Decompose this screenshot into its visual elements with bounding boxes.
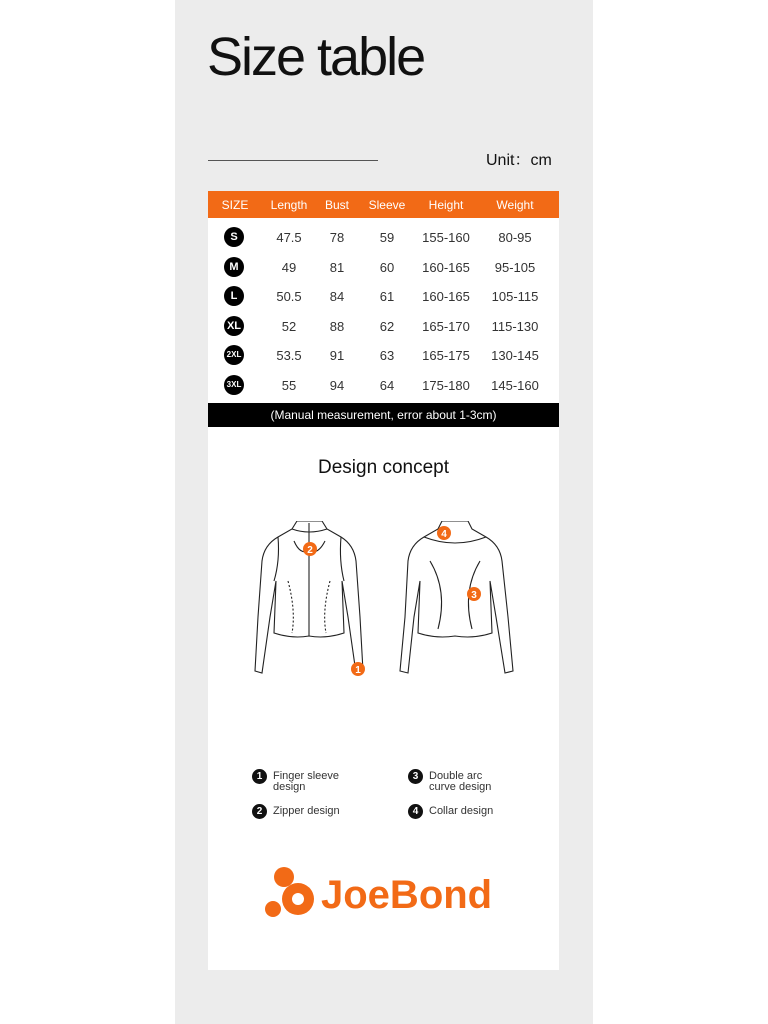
cell-bust: 94 [329,377,345,393]
jacket-illustration [208,521,559,701]
table-header [208,191,559,218]
svg-text:3: 3 [471,590,477,601]
cell-height: 165-170 [422,318,470,334]
callout-markers [303,526,481,676]
feature-number-icon: 2 [252,804,267,819]
cell-height: 160-165 [422,289,470,304]
size-card [208,191,559,970]
table-row [208,312,559,341]
table-row [208,371,559,400]
cell-weight: 95-105 [494,259,536,275]
measurement-note: (Manual measurement, error about 1-3cm) [208,403,559,427]
cell-bust: 78 [329,230,345,245]
size-badge: 2XL [224,345,244,365]
size-badge: S [224,227,244,247]
svg-text:1: 1 [355,665,361,676]
cell-sleeve: 61 [379,289,395,304]
table-row [208,341,559,370]
size-badge: XL [224,316,244,336]
svg-text:4: 4 [441,529,447,540]
brand-logo [264,863,514,923]
feature-number-icon: 3 [408,769,423,784]
feature-label: Double arc curve design [429,770,492,793]
table-row [208,282,559,311]
jacket-back-drawing [400,521,513,673]
unit-label: Unit：cm [486,152,552,169]
cell-weight: 130-145 [491,348,539,363]
cell-length: 53.5 [276,348,302,363]
page-title: Size table [207,27,425,87]
header-weight: Weight [496,198,534,212]
header-sleeve: Sleeve [368,198,406,212]
cell-height: 160-165 [422,259,470,275]
size-badge: 3XL [224,375,244,395]
cell-sleeve: 63 [379,348,395,363]
cell-height: 155-160 [422,230,470,245]
cell-height: 175-180 [422,377,470,393]
brand-mark-icon [264,865,320,921]
cell-weight: 105-115 [491,289,539,304]
cell-sleeve: 64 [379,377,395,393]
svg-text:2: 2 [307,545,313,556]
design-concept-title: Design concept [318,457,449,478]
cell-weight: 145-160 [491,377,539,393]
table-row [208,253,559,282]
cell-length: 55 [281,377,297,393]
cell-bust: 91 [329,348,345,363]
header-height: Height [428,198,464,212]
feature-label: Zipper design [273,805,340,817]
cell-weight: 80-95 [498,230,532,245]
cell-bust: 84 [329,289,345,304]
feature-label: Collar design [429,805,494,817]
cell-sleeve: 59 [379,230,395,245]
cell-length: 47.5 [276,230,302,245]
cell-length: 50.5 [276,289,302,304]
feature-label: Finger sleeve design [273,770,340,793]
cell-length: 49 [281,259,297,275]
cell-height: 165-175 [422,348,470,363]
feature-number-icon: 4 [408,804,423,819]
cell-sleeve: 62 [379,318,395,334]
table-row [208,223,559,252]
cell-weight: 115-130 [491,318,539,334]
header-size: SIZE [221,198,249,212]
cell-bust: 88 [329,318,345,334]
divider-line [208,160,378,161]
header-length: Length [270,198,308,212]
feature-number-icon: 1 [252,769,267,784]
cell-sleeve: 60 [379,259,395,275]
size-badge: L [224,286,244,306]
size-badge: M [224,257,244,277]
header-bust: Bust [324,198,349,212]
brand-name: JoeBond [321,873,493,917]
cell-bust: 81 [329,259,345,275]
cell-length: 52 [281,318,297,334]
